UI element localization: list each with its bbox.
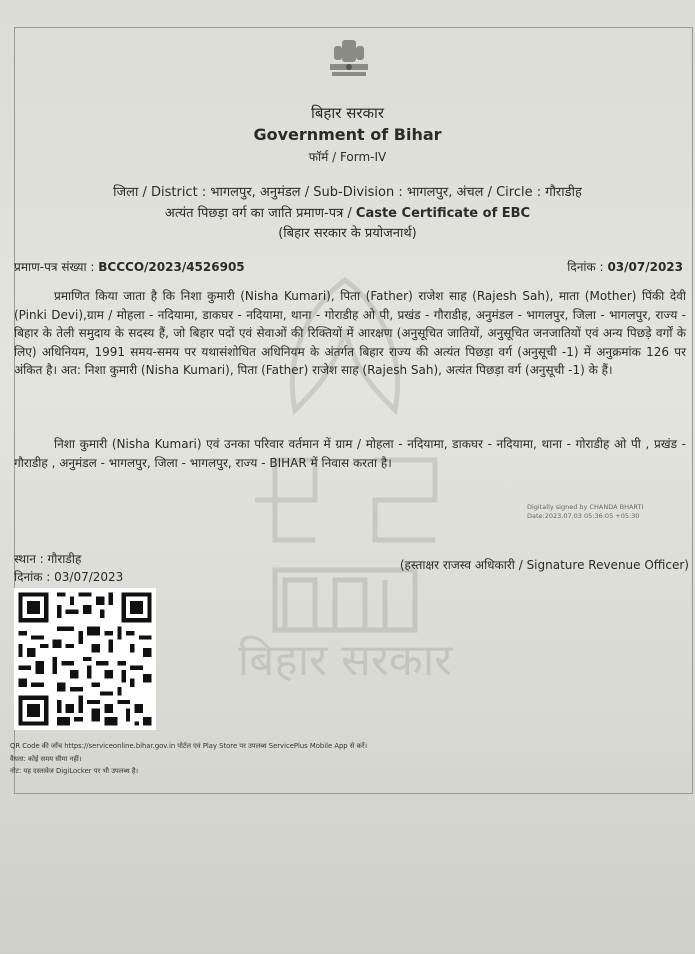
district-value: भागलपुर, अनुमंडल / Sub-Division : भागलपुर, अंचल / Circle : गौराडीह <box>210 185 582 200</box>
certificate-title-hindi: अत्यंत पिछड़ा वर्ग का जाति प्रमाण-पत्र / <box>164 206 352 221</box>
digilocker-note: नोट: यह दस्तावेज DigiLocker पर भी उपलब्ध है। <box>10 767 139 775</box>
certificate-title-english: Caste Certificate of EBC <box>355 206 531 221</box>
digital-signature-line1: Digitally signed by CHANDA BHARTI <box>527 503 644 511</box>
certificate-title <box>0 203 695 221</box>
gov-title-hindi: बिहार सरकार <box>310 104 385 122</box>
issue-date <box>567 258 683 275</box>
place: स्थान : गौराडीह <box>14 552 82 566</box>
qr-verification-note: QR Code की जाँच https://serviceonline.bihar.gov.in पोर्टल एवं Play Store पर उपलब्ध ServicePlus Mobile App से करें। <box>10 742 368 750</box>
place-date: दिनांक : 03/07/2023 <box>14 570 124 584</box>
certification-paragraph: प्रमाणित किया जाता है कि निशा कुमारी (Nisha Kumari), पिता (Father) राजेश साह (Rajesh Sah), माता (Mother) पिंकी देवी (Pinki Devi),ग्राम / मोहला - नदियामा, डाकघर - नदियामा, थाना - गोराडीह ओ पी, प्रखंड - गौराडीह, अनुमंडल - भागलपुर, जिला - भागलपुर, राज्य - बिहार के तेली समुदाय के सदस्य हैं, जो बिहार पदों एवं सेवाओं की रिक्तियों में आरक्षण (अनुसूचित जातियों, अनुसूचित जनजातियों एवं अन्य पिछड़े वर्गों के लिए) अधिनियम, 1991 समय-समय पर यथासंशोधित अधिनियम के अंतर्गत बिहार राज्य की अत्यंत पिछड़ा वर्ग (अनुसूची -1) में अनुक्रमांक 126 पर अंकित है। अत: निशा कुमारी (Nisha Kumari), पिता (Father) राजेश साह (Rajesh Sah), अत्यंत पिछड़ा वर्ग (अनुसूची -1) के हैं। <box>14 289 686 377</box>
signature-officer: (हस्ताक्षर राजस्व अधिकारी / Signature Revenue Officer) <box>399 558 689 572</box>
district-line <box>0 182 695 200</box>
state-emblem-icon <box>320 38 378 82</box>
digital-signature <box>527 503 643 521</box>
cert-no-value: BCCCO/2023/4526905 <box>98 260 245 274</box>
cert-no-label: प्रमाण-पत्र संख्या : <box>14 260 95 274</box>
digital-signature-line2: Date:2023.07.03 05:36:05 +05:30 <box>527 512 640 520</box>
form-number: फॉर्म / Form-IV <box>308 150 387 164</box>
qr-code-icon <box>14 588 156 730</box>
certificate-number <box>14 258 245 275</box>
date-value: 03/07/2023 <box>607 260 683 274</box>
date-label: दिनांक : <box>567 260 604 274</box>
validity-note: वैधता: कोई समय सीमा नहीं। <box>10 755 82 763</box>
residence-paragraph: निशा कुमारी (Nisha Kumari) एवं उनका परिवार वर्तमान में ग्राम / मोहला - नदियामा, डाकघर - नदियामा, थाना - गोराडीह ओ पी , प्रखंड - गौराडीह , अनुमंडल - भागलपुर, जिला - भागलपुर, राज्य - BIHAR में निवास करता है। <box>14 437 686 470</box>
gov-title-english: Government of Bihar <box>253 125 442 144</box>
district-label: जिला / District : <box>113 185 207 200</box>
watermark-text: बिहार सरकार <box>237 635 453 686</box>
purpose-line: (बिहार सरकार के प्रयोजनार्थ) <box>278 226 417 241</box>
